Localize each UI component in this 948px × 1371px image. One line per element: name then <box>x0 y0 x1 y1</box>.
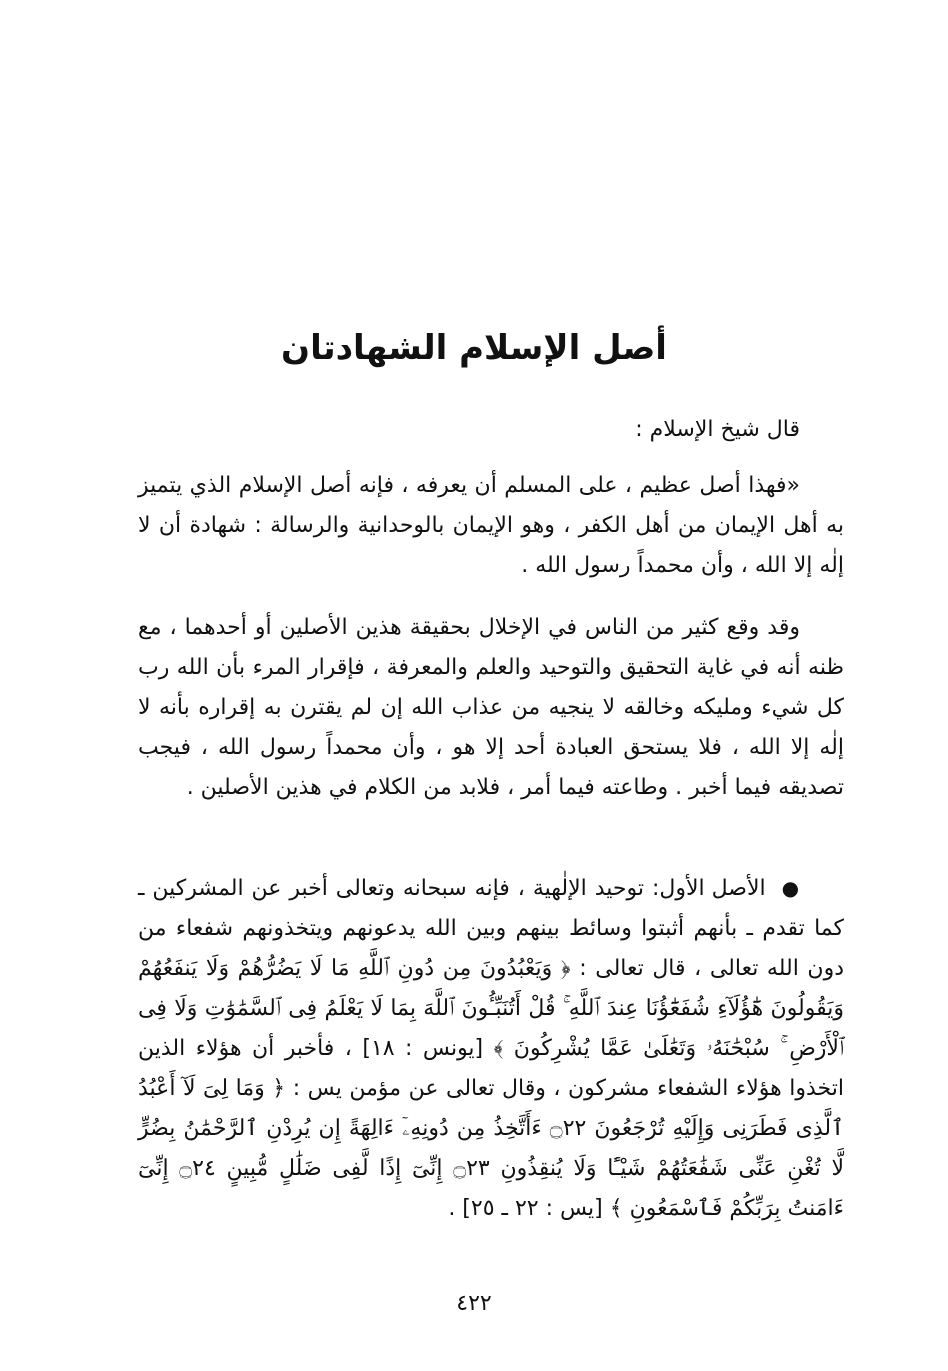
quran-verse-2: ﴿ وَمَا لِىَ لَآ أَعْبُدُ ٱلَّذِى فَطَرَنِى وَإِلَيْهِ تُرْجَعُونَ ۝٢٢ ءَأَتَّخِذُ مِن دُونِهِۦٓ ءَالِهَةً إِن يُرِدْنِ ٱلرَّحْمَٰنُ بِضُرٍّ لَّا تُغْنِ عَنِّى شَفَٰعَتُهُمْ شَيْـًٔا وَلَا يُنقِذُونِ ۝٢٣ إِنِّىٓ إِذًا لَّفِى ضَلَٰلٍ مُّبِينٍ ۝٢٤ إِنِّىٓ ءَامَنتُ بِرَبِّكُمْ فَٱسْمَعُونِ ﴾ <box>138 1076 844 1221</box>
paragraph-3-part-2: ، فأخبر أن هؤلاء الذين اتخذوا هؤلاء الشفعاء مشركون ، وقال تعالى عن مؤمن يس : <box>138 1036 844 1101</box>
paragraph-3-part-1: الأصل الأول: توحيد الإلٰهية ، فإنه سبحانه وتعالى أخبر عن المشركين ـ كما تقدم ـ بأنهم أثبتوا وسائط بينهم وبين الله يدعونهم ويتخذونهم شفعاء من دون الله تعالى ، قال تعالى : <box>138 876 845 981</box>
paragraph-3 <box>138 868 844 1229</box>
verse-reference-1: [يونس : ١٨] <box>362 1036 484 1061</box>
page-number: ٤٢٢ <box>456 1291 492 1316</box>
page-title: أصل الإسلام الشهادتان <box>281 328 667 368</box>
paragraph-2: وقد وقع كثير من الناس في الإخلال بحقيقة هذين الأصلين أو أحدهما ، مع ظنه أنه في غاية التحقيق والتوحيد والعلم والمعرفة ، فإقرار المرء بأن الله رب كل شيء ومليكه وخالقه لا ينجيه من عذاب الله إن لم يقترن به إقراره بأنه لا إلٰه إلا الله ، فلا يستحق العبادة أحد إلا هو ، وأن محمداً رسول الله ، فيجب تصديقه فيما أخبر . وطاعته فيما أمر ، فلابد من الكلام في هذين الأصلين . <box>138 615 844 800</box>
quote-paragraph: «فهذا أصل عظيم ، على المسلم أن يعرفه ، فإنه أصل الإسلام الذي يتميز به أهل الإيمان من أهل الكفر ، وهو الإيمان بالوحدانية والرسالة : شهادة أن لا إلٰه إلا الله ، وأن محمداً رسول الله . <box>138 473 844 578</box>
quran-verse-1: ﴿ وَيَعْبُدُونَ مِن دُونِ ٱللَّهِ مَا لَا يَضُرُّهُمْ وَلَا يَنفَعُهُمْ وَيَقُولُونَ هَٰٓؤُلَآءِ شُفَعَٰٓؤُنَا عِندَ ٱللَّهِ ۚ قُلْ أَتُنَبِّـُٔونَ ٱللَّهَ بِمَا لَا يَعْلَمُ فِى ٱلسَّمَٰوَٰتِ وَلَا فِى ٱلْأَرْضِ ۚ سُبْحَٰنَهُۥ وَتَعَٰلَىٰ عَمَّا يُشْرِكُونَ ﴾ <box>138 956 845 1061</box>
intro-line: قال شيخ الإسلام : <box>635 417 800 442</box>
bullet-icon: ● <box>781 876 800 900</box>
verse-reference-2: [يس : ٢٢ ـ ٢٥] . <box>448 1196 603 1221</box>
